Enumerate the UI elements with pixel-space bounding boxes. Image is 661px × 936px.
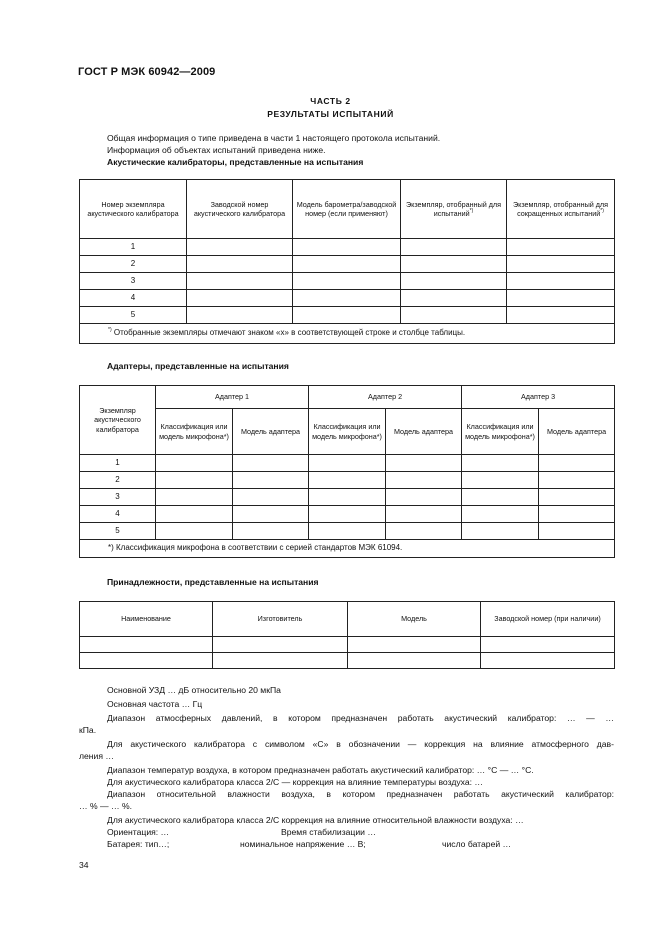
footnote-mark: *) — [108, 327, 112, 334]
calibrators-heading: Акустические калибраторы, представленные на испытания — [107, 157, 364, 167]
table-row — [80, 523, 615, 540]
adapter-model-header: Модель адаптера — [539, 409, 615, 455]
row-number: 2 — [80, 472, 156, 489]
classification-header: Классификация или модель микрофона*) — [309, 409, 386, 455]
battery-type: Батарея: тип…; — [107, 839, 170, 849]
table-row — [80, 637, 615, 653]
stabilization-time: Время стабилизации … — [281, 827, 376, 837]
row-number: 3 — [80, 489, 156, 506]
table-row — [80, 506, 615, 523]
standard-header: ГОСТ Р МЭК 60942—2009 — [78, 66, 216, 78]
table-row — [80, 653, 615, 669]
accessories-table — [79, 601, 615, 669]
calibrators-table — [79, 179, 615, 344]
header-cell: Модель барометра/заводской номер (если применяют) — [293, 180, 401, 239]
table-row — [80, 472, 615, 489]
header-cell: Модель — [348, 602, 481, 637]
header-label: Экземпляр, отобранный для сокращенных испытаний — [512, 199, 609, 218]
body-line-5: Диапазон температур воздуха, в котором предназначен работать акустический калибратор: … °C — … °C. — [107, 765, 534, 775]
row-number: 4 — [80, 506, 156, 523]
body-line-4: Для акустического калибратора с символом «С» в обозначении — коррекция на влияние атмосферного дав- — [107, 739, 614, 749]
row-number: 4 — [80, 290, 187, 307]
header-cell: Заводской номер (при наличии) — [481, 602, 615, 637]
adapters-table — [79, 385, 615, 558]
accessories-heading: Принадлежности, представленные на испытания — [107, 577, 319, 587]
table-row — [80, 290, 615, 307]
table-note — [80, 324, 615, 344]
header-label: Экземпляр, отобранный для испытаний — [405, 199, 502, 218]
adapter-model-header: Модель адаптера — [233, 409, 309, 455]
table-row — [80, 239, 615, 256]
header-cell — [507, 180, 615, 239]
classification-header: Классификация или модель микрофона*) — [462, 409, 539, 455]
table-note-row — [80, 324, 615, 344]
intro-line-2: Информация об объектах испытаний приведена ниже. — [107, 145, 326, 155]
table-note: *) Классификация микрофона в соответствии с серией стандартов МЭК 61094. — [80, 540, 615, 558]
table-note-row — [80, 540, 615, 558]
table-header-row — [80, 602, 615, 637]
adapter-2-header: Адаптер 2 — [309, 386, 462, 409]
header-cell: Наименование — [80, 602, 213, 637]
body-line-6: Для акустического калибратора класса 2/С — коррекция на влияние температуры воздуха: … — [107, 777, 484, 787]
row-number: 2 — [80, 256, 187, 273]
battery-voltage: номинальное напряжение … В; — [240, 839, 366, 849]
body-line-8: Для акустического калибратора класса 2/С коррекция на влияние относительной влажности воздуха: … — [107, 815, 524, 825]
page-number: 34 — [79, 860, 89, 870]
body-line-3: Диапазон атмосферных давлений, в котором предназначен работать акустический калибратор: … — … — [107, 713, 614, 723]
header-cell: Изготовитель — [213, 602, 348, 637]
table-header-row — [80, 180, 615, 239]
row-number: 1 — [80, 239, 187, 256]
footnote-mark: *) — [600, 208, 604, 214]
battery-count: число батарей … — [442, 839, 512, 849]
adapters-heading: Адаптеры, представленные на испытания — [107, 361, 289, 371]
body-line-7b: … % — … %. — [79, 801, 133, 811]
adapter-model-header: Модель адаптера — [386, 409, 462, 455]
header-cell: Заводской номер акустического калибратора — [187, 180, 293, 239]
note-text: Отобранные экземпляры отмечают знаком «x» в соответствующей строке и столбце таблицы. — [111, 328, 466, 338]
table-row — [80, 273, 615, 290]
header-cell — [401, 180, 507, 239]
part-number: ЧАСТЬ 2 — [310, 96, 351, 106]
row-number: 1 — [80, 455, 156, 472]
body-line-1: Основной УЗД … дБ относительно 20 мкПа — [107, 685, 281, 695]
table-row — [80, 455, 615, 472]
header-cell: Номер экземпляра акустического калибратора — [80, 180, 187, 239]
adapters-subheader-row — [80, 409, 615, 455]
footnote-mark: *) — [469, 208, 474, 214]
body-line-3b: кПа. — [79, 725, 97, 735]
classification-header: Классификация или модель микрофона*) — [156, 409, 233, 455]
adapters-group-row — [80, 386, 615, 409]
orientation: Ориентация: … — [107, 827, 170, 837]
row-number: 5 — [80, 307, 187, 324]
row-number: 3 — [80, 273, 187, 290]
part-title: РЕЗУЛЬТАТЫ ИСПЫТАНИЙ — [267, 109, 394, 119]
table-row — [80, 256, 615, 273]
table-row — [80, 489, 615, 506]
row-number: 5 — [80, 523, 156, 540]
body-line-4b: ления … — [79, 751, 114, 761]
adapter-1-header: Адаптер 1 — [156, 386, 309, 409]
adapter-3-header: Адаптер 3 — [462, 386, 615, 409]
row-header-cell: Экземпляр акустического калибратора — [80, 386, 156, 455]
intro-line-1: Общая информация о типе приведена в части 1 настоящего протокола испытаний. — [107, 133, 441, 143]
body-line-7: Диапазон относительной влажности воздуха, в котором предназначен работать акустический калибратор: — [107, 789, 614, 799]
body-line-2: Основная частота … Гц — [107, 699, 203, 709]
table-row — [80, 307, 615, 324]
